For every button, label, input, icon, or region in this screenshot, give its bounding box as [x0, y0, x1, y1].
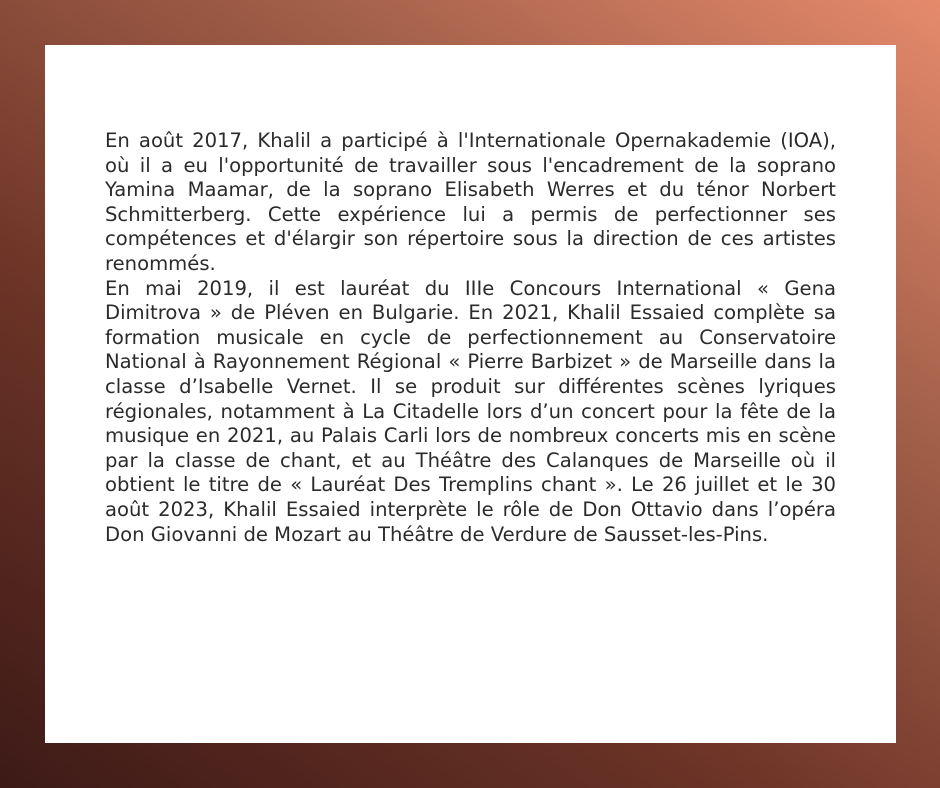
paragraph-ioa: En août 2017, Khalil a participé à l'Internationale Opernakademie (IOA), où il a eu l'opportunité de travailler sous l'encadrement de la soprano Yamina Maamar, de la soprano Elisabeth Werres et du ténor Norbert Schmitterberg. Cette expérience lui a permis de perfectionner ses compétences et d'élargir son répertoire sous la direction de ces artistes renommés.	[105, 129, 836, 275]
biography-text	[105, 129, 836, 547]
text-card	[45, 45, 896, 743]
paragraph-career: En mai 2019, il est lauréat du IIIe Concours International « Gena Dimitrova » de Pléven en Bulgarie. En 2021, Khalil Essaied complète sa formation musicale en cycle de perfectionnement au Conservatoire National à Rayonnement Régional « Pierre Barbizet » de Marseille dans la classe d’Isabelle Vernet. Il se produit sur différentes scènes lyriques régionales, notamment à La Citadelle lors d’un concert pour la fête de la musique en 2021, au Palais Carli lors de nombreux concerts mis en scène par la classe de chant, et au Théâtre des Calanques de Marseille où il obtient le titre de « Lauréat Des Tremplins chant ». Le 26 juillet et le 30 août 2023, Khalil Essaied interprète le rôle de Don Ottavio dans l’opéra Don Giovanni de Mozart au Théâtre de Verdure de Sausset-les-Pins.	[105, 276, 836, 546]
